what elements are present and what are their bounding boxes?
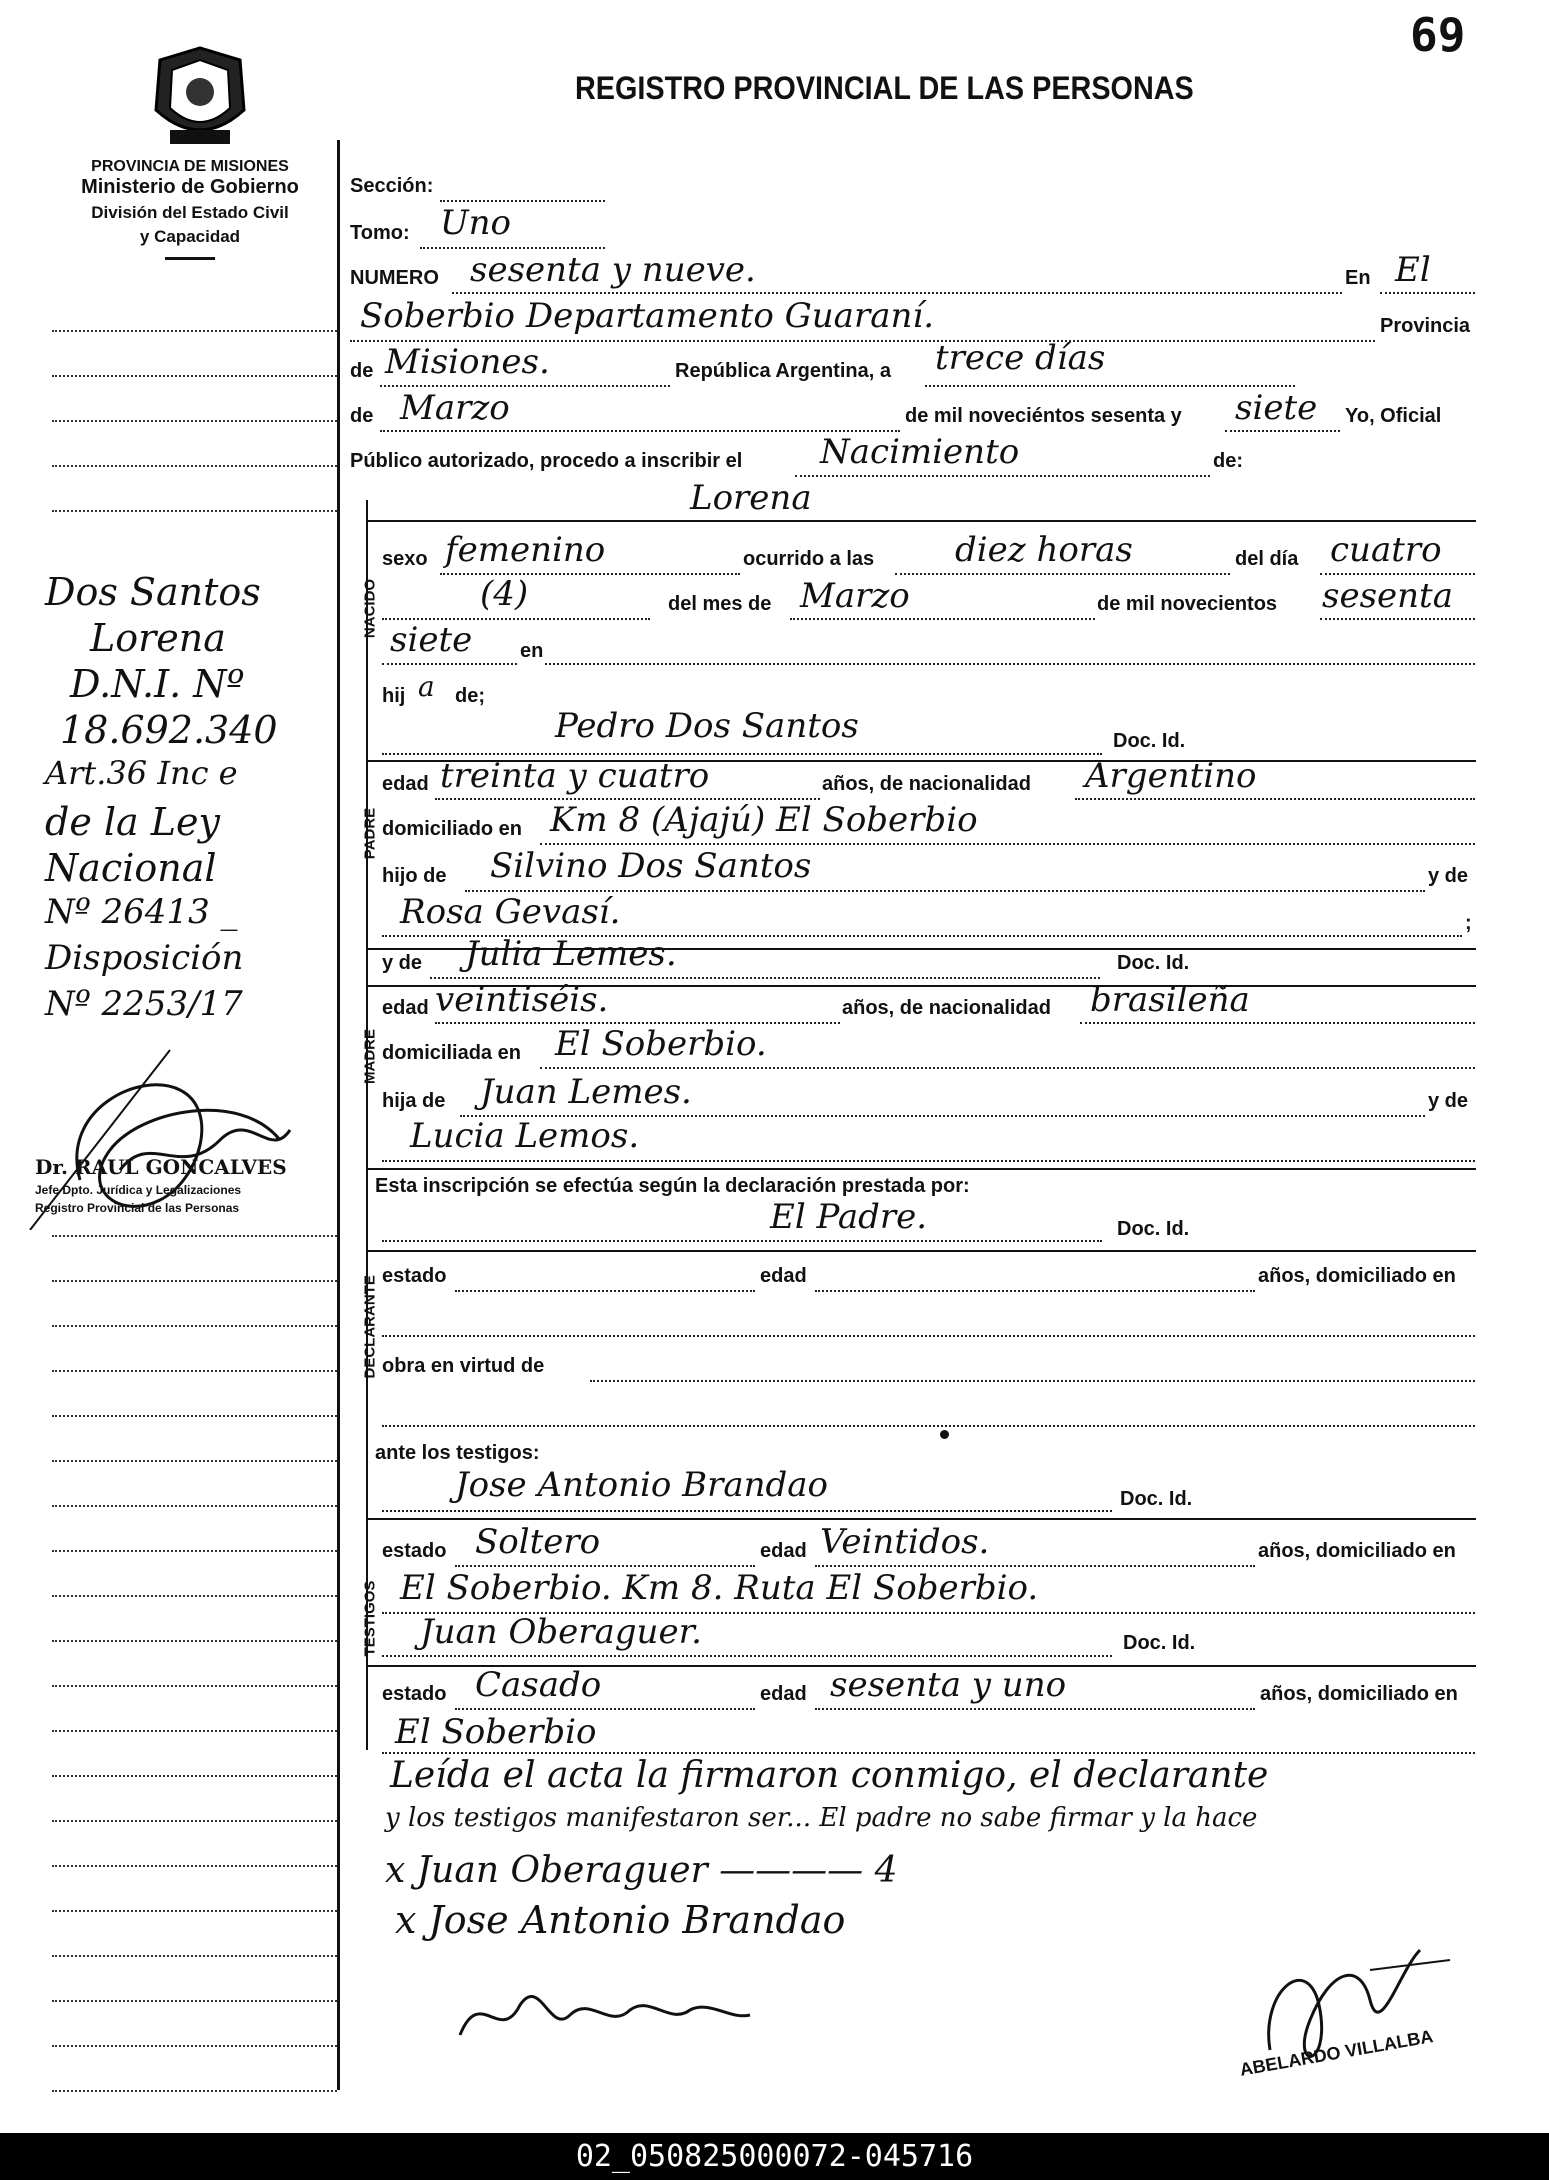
margin-line: Nº 26413 _ [45,892,238,932]
stamp-office: Registro Provincial de las Personas [35,1201,240,1215]
provincia-value: Misiones. [385,342,550,382]
testigo1-anios-label: años, domiciliado en [1258,1540,1456,1562]
anio-value: siete [1235,388,1318,428]
margin-line: Nacional [45,846,217,890]
testigo1-estado-label: estado [382,1540,447,1562]
hijo-suffix: a [418,670,435,703]
padre-semicolon: ; [1465,912,1472,934]
numero-label: NUMERO [350,267,439,289]
declarante-doc-label: Doc. Id. [1117,1218,1190,1240]
testigo1-doc-label: Doc. Id. [1120,1488,1193,1510]
closing-line-4: x Jose Antonio Brandao [395,1898,846,1942]
agency-province: PROVINCIA DE MISIONES [91,158,289,175]
declarante-edad-label: edad [760,1265,807,1287]
margin-line: Lorena [90,616,226,660]
margin-annotation [45,570,345,1030]
dia-value: cuatro [1330,530,1442,570]
madre-padre-value: Juan Lemes. [480,1072,692,1112]
closing-line-2: y los testigos manifestaron ser... El padre no sabe firmar y la hace [385,1803,1258,1833]
dias-value: trece días [935,338,1106,378]
place-value: Soberbio Departamento Guaraní. [360,296,935,336]
testigo1-edad-label: edad [760,1540,807,1562]
testigo2-anios-label: años, domiciliado en [1260,1683,1458,1705]
en-label: En [1345,267,1371,289]
nombre-value: Lorena [690,478,812,518]
mes-value: Marzo [400,388,510,428]
testigo2-estado-value: Casado [475,1665,602,1705]
agency-ministry: Ministerio de Gobierno [81,176,299,198]
section-label-declarante: DECLARANTE [361,1275,379,1379]
margin-line: D.N.I. Nº [70,662,245,706]
padre-madre-value: Rosa Gevasí. [400,892,621,932]
del-dia-label: del día [1235,548,1299,570]
section-label-padre: PADRE [361,807,379,860]
padre-domicilio-label: domiciliado en [382,818,523,840]
hijo-de-label: de; [455,685,485,707]
madre-nacionalidad-value: brasileña [1090,980,1250,1020]
margin-line: Art.36 Inc e [45,754,238,792]
testigo2-estado-label: estado [382,1683,447,1705]
oficial-label: Yo, Oficial [1345,405,1442,427]
sexo-value: femenino [445,530,606,570]
tomo-label: Tomo: [350,222,410,244]
seccion-label: Sección: [350,175,434,197]
padre-doc-label: Doc. Id. [1113,730,1186,752]
madre-edad-value: veintiséis. [435,980,609,1020]
madre-edad-label: edad [382,997,429,1019]
testigo2-doc-label: Doc. Id. [1123,1632,1196,1654]
madre-y-de-label: y de [382,952,423,974]
testigo1-domicilio-value: El Soberbio. Km 8. Ruta El Soberbio. [400,1568,1039,1608]
document-id-footer: 02_050825000072-045716 [0,2133,1549,2180]
testigo2-edad-value: sesenta y uno [830,1665,1067,1705]
madre-nombre-value: Julia Lemes. [465,934,677,974]
margin-line: Disposición [45,938,244,978]
section-label-madre: MADRE [361,1029,379,1084]
nacido-mes-value: Marzo [800,576,910,616]
hijo-label: hij [382,685,406,707]
madre-madre-value: Lucia Lemos. [410,1116,640,1156]
testigo2-edad-label: edad [760,1683,807,1705]
padre-padre-value: Silvino Dos Santos [490,846,812,886]
madre-domicilio-value: El Soberbio. [555,1024,767,1064]
official-stamp [35,1155,325,1215]
declarante-estado-label: estado [382,1265,447,1287]
section-label-nacido: NACIDO [361,578,379,639]
declarante-nombre-value: El Padre. [770,1197,928,1237]
publico-label: Público autorizado, procedo a inscribir el [350,450,743,472]
nacido-en-label: en [520,640,544,662]
stamp-name: Dr. RAUL GONCALVES [35,1155,287,1179]
testigos-ante-label: ante los testigos: [375,1442,540,1464]
witness-signature [450,1975,770,2055]
testigo1-estado-value: Soltero [475,1522,601,1562]
declarante-obra-label: obra en virtud de [382,1355,545,1377]
padre-edad-value: treinta y cuatro [440,756,710,796]
closing-line-3: x Juan Oberaguer ———— 4 [385,1850,898,1891]
margin-line: de la Ley [45,800,220,844]
testigo2-nombre-value: Juan Oberaguer. [420,1612,702,1652]
acto-value: Nacimiento [820,432,1020,472]
republica-label: República Argentina, a [675,360,891,382]
section-label-testigos: TESTIGOS [361,1580,379,1657]
agency-division: División del Estado Civil [91,203,289,222]
declarante-anios-label: años, domiciliado en [1258,1265,1456,1287]
coat-of-arms-seal [140,40,260,155]
page-title: REGISTRO PROVINCIAL DE LAS PERSONAS [575,70,1194,106]
official-stamp-name: ABELARDO VILLALBA [1238,2026,1435,2080]
agency-block [40,158,340,260]
en-value: El [1395,250,1431,290]
testigo2-domicilio-value: El Soberbio [395,1712,597,1752]
mil-label: de mil noveciéntos sesenta y [905,405,1182,427]
padre-nacionalidad-value: Argentino [1085,756,1257,796]
mes-label: del mes de [668,593,772,615]
agency-capacity: y Capacidad [139,227,241,246]
padre-domicilio-value: Km 8 (Ajajú) El Soberbio [550,800,978,840]
declarante-intro-label: Esta inscripción se efectúa según la declaración prestada por: [375,1175,970,1197]
padre-y-de-label: y de [1428,865,1469,887]
madre-y-de-label-2: y de [1428,1090,1469,1112]
closing-line-1: Leída el acta la firmaron conmigo, el declarante [390,1755,1269,1796]
testigo1-nombre-value: Jose Antonio Brandao [455,1465,829,1505]
madre-hija-de-label: hija de [382,1090,446,1112]
numero-value: sesenta y nueve. [470,250,756,290]
nacido-anio-value: sesenta [1322,576,1453,616]
stamp-title: Jefe Dpto. Jurídica y Legalizaciones [35,1183,242,1197]
hora-value: diez horas [955,530,1133,570]
anio-label: de mil novecientos [1097,593,1278,615]
madre-doc-label: Doc. Id. [1117,952,1190,974]
padre-hijo-de-label: hijo de [382,865,447,887]
margin-line: 18.692.340 [60,708,278,752]
margin-line: Nº 2253/17 [45,984,243,1024]
madre-anios-label: años, de nacionalidad [842,997,1051,1019]
padre-nombre-value: Pedro Dos Santos [555,706,859,746]
madre-domicilio-label: domiciliada en [382,1042,521,1064]
sexo-label: sexo [382,548,428,570]
dia-num-value: (4) [480,574,529,614]
nacido-anio-value-2: siete [390,620,473,660]
de-label-2: de [350,405,374,427]
margin-line: Dos Santos [45,570,261,614]
padre-edad-label: edad [382,773,429,795]
page-number: 69 [1410,8,1466,62]
padre-anios-label: años, de nacionalidad [822,773,1031,795]
provincia-label: Provincia [1380,315,1471,337]
testigo1-edad-value: Veintidos. [820,1522,990,1562]
de-colon-label: de: [1213,450,1243,472]
de-label: de [350,360,374,382]
tomo-value: Uno [440,203,512,243]
ocurrido-label: ocurrido a las [743,548,875,570]
